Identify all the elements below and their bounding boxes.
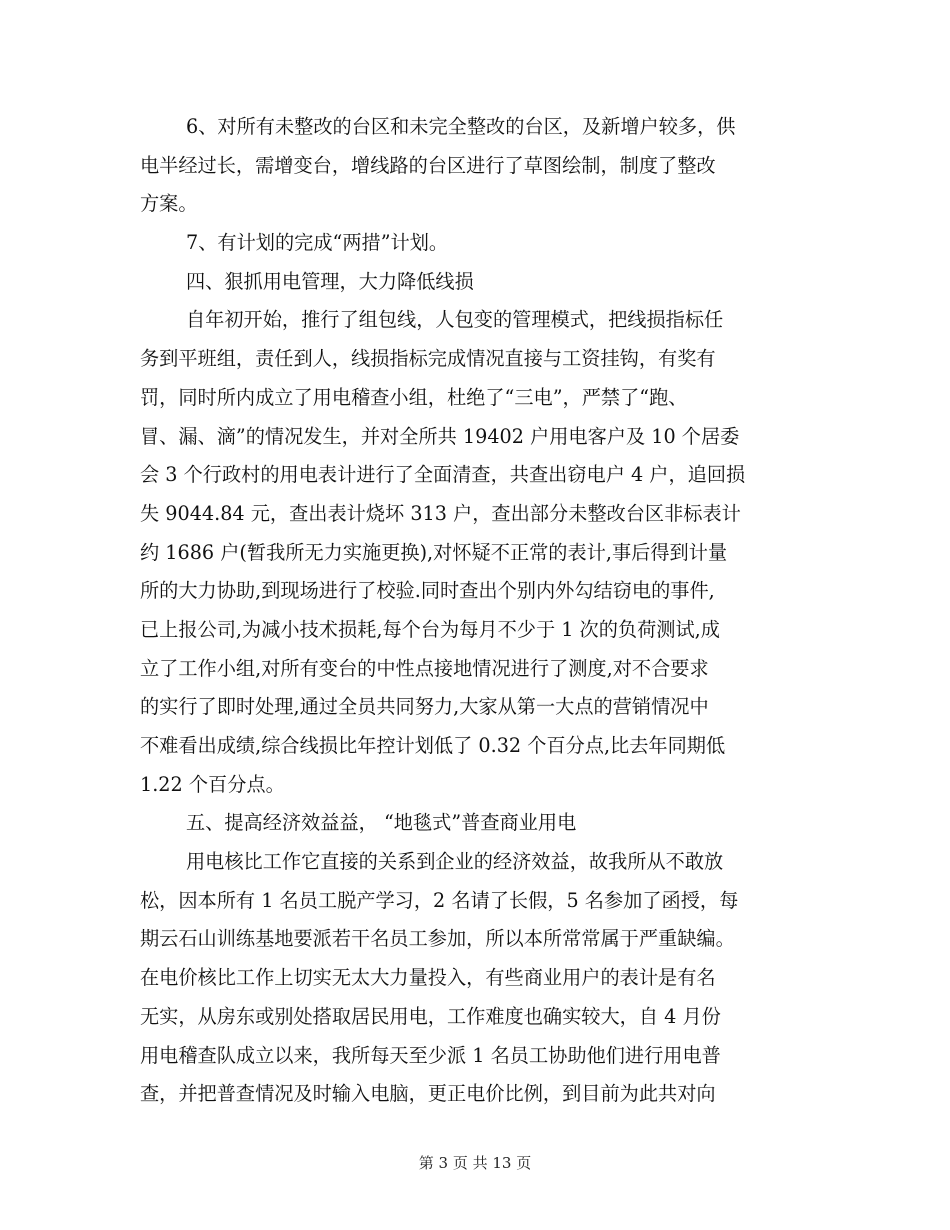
section-heading-4: 四、狠抓用电管理，大力降低线损 (186, 269, 474, 293)
paragraph-line-loss-line-6: 失 9044.84 元，查出表计烧坏 313 户，查出部分未整改台区非标表计 (140, 501, 741, 525)
paragraph-line-loss-line-12: 不难看出成绩,综合线损比年控计划低了 0.32 个百分点,比去年同期低 (140, 734, 726, 757)
paragraph-line-loss-line-11: 的实行了即时处理,通过全员共同努力,大家从第一大点的营销情况中 (140, 695, 709, 719)
document-body (140, 108, 812, 1114)
paragraph-commercial-line-2: 松，因本所有 1 名员工脱产学习，2 名请了长假，5 名参加了函授，每 (140, 888, 739, 912)
paragraph-commercial-line-4: 在电价核比工作上切实无太大力量投入，有些商业用户的表计是有名 (140, 966, 716, 990)
paragraph-item-7: 7、有计划的完成“两措”计划。 (186, 231, 449, 255)
section-heading-5: 五、提高经济效益益， “地毯式”普查商业用电 (186, 811, 577, 835)
paragraph-commercial-line-6: 用电稽查队成立以来，我所每天至少派 1 名员工协助他们进行用电普 (140, 1043, 721, 1067)
paragraph-line-loss-line-8: 所的大力协助,到现场进行了校验.同时查出个别内外勾结窃电的事件, (140, 579, 715, 603)
paragraph-line-loss-line-4: 冒、漏、滴”的情况发生，并对全所共 19402 户用电客户及 10 个居委 (140, 424, 740, 448)
paragraph-commercial-line-1: 用电核比工作它直接的关系到企业的经济效益，故我所从不敢放 (186, 850, 724, 874)
paragraph-commercial-line-3: 期云石山训练基地要派若干名员工参加，所以本所常常属于严重缺编。 (140, 927, 735, 951)
paragraph-line-loss-line-7: 约 1686 户(暂我所无力实施更换),对怀疑不正常的表计,事后得到计量 (140, 540, 728, 564)
paragraph-commercial-line-5: 无实，从房东或别处搭取居民用电，工作难度也确实较大，自 4 月份 (140, 1004, 721, 1028)
page-number-footer: 第 3 页 共 13 页 (418, 1154, 532, 1172)
paragraph-line-loss-line-3: 罚，同时所内成立了用电稽查小组，杜绝了“三电”，严禁了“跑、 (140, 385, 688, 409)
paragraph-item-6-line-2: 电半经过长，需增变台，增线路的台区进行了草图绘制，制度了整改 (140, 153, 716, 177)
paragraph-line-loss-line-13: 1.22 个百分点。 (140, 772, 285, 796)
paragraph-line-loss-line-10: 立了工作小组,对所有变台的中性点接地情况进行了测度,对不合要求 (140, 656, 709, 680)
paragraph-commercial-line-7: 查，并把普查情况及时输入电脑，更正电价比例，到目前为此共对向 (140, 1082, 716, 1106)
paragraph-line-loss-line-2: 务到平班组，责任到人，线损指标完成情况直接与工资挂钩，有奖有 (140, 347, 716, 371)
paragraph-line-loss-line-9: 已上报公司,为减小技术损耗,每个台为每月不少于 1 次的负荷测试,成 (140, 617, 720, 641)
paragraph-item-6-line-3: 方案。 (140, 192, 198, 216)
paragraph-item-6-line-1: 6、对所有未整改的台区和未完全整改的台区，及新增户较多，供 (186, 115, 736, 138)
paragraph-line-loss-line-5: 会 3 个行政村的用电表计进行了全面清查，共查出窃电户 4 户，追回损 (140, 463, 746, 487)
paragraph-line-loss-line-1: 自年初开始，推行了组包线，人包变的管理模式，把线损指标任 (186, 308, 724, 332)
